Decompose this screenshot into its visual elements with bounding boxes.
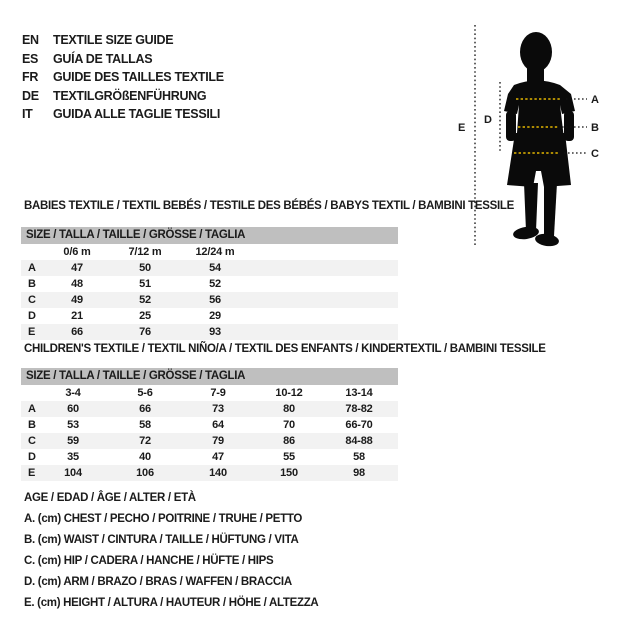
- row-label-cell: E: [28, 467, 36, 479]
- value-cell: 49: [71, 294, 83, 306]
- value-cell: 13-14: [345, 387, 373, 399]
- babies-table-body: [21, 244, 398, 340]
- value-cell: 58: [139, 419, 151, 431]
- value-cell: 25: [139, 310, 151, 322]
- value-cell: 53: [67, 419, 79, 431]
- language-code: EN: [22, 33, 39, 47]
- value-cell: 80: [283, 403, 295, 415]
- value-cell: 78-82: [345, 403, 373, 415]
- row-label-cell: A: [28, 262, 36, 274]
- table-row: [21, 292, 398, 308]
- child-silhouette: [504, 32, 575, 248]
- value-cell: 48: [71, 278, 83, 290]
- value-cell: 86: [283, 435, 295, 447]
- row-label-cell: C: [28, 294, 36, 306]
- table-row: [21, 449, 398, 465]
- table-row: [21, 260, 398, 276]
- language-code: IT: [22, 107, 33, 122]
- value-cell: 66: [139, 403, 151, 415]
- child-silhouette-figure: [450, 15, 620, 255]
- measure-label-b: B: [591, 122, 599, 134]
- language-code: DE: [22, 88, 39, 103]
- language-title-list: [22, 31, 224, 124]
- row-label-cell: A: [28, 403, 36, 415]
- value-cell: 52: [209, 278, 221, 290]
- table-row: [21, 308, 398, 324]
- value-cell: 35: [67, 451, 79, 463]
- value-cell: 106: [136, 467, 154, 479]
- value-cell: 56: [209, 294, 221, 306]
- value-cell: 60: [67, 403, 79, 415]
- size-header-bar: SIZE / TALLA / TAILLE / GRÖSSE / TAGLIA: [21, 368, 398, 385]
- language-code: FR: [22, 70, 39, 85]
- table-row: [21, 276, 398, 292]
- value-cell: 10-12: [275, 387, 303, 399]
- value-cell: 47: [71, 262, 83, 274]
- measure-label-e: E: [458, 122, 466, 134]
- value-cell: 29: [209, 310, 221, 322]
- value-cell: 51: [139, 278, 151, 290]
- value-cell: 7/12 m: [128, 246, 162, 258]
- children-size-table: [21, 368, 398, 481]
- size-header-bar: SIZE / TALLA / TAILLE / GRÖSSE / TAGLIA: [21, 227, 398, 244]
- value-cell: 55: [283, 451, 295, 463]
- size-columns-row: [21, 244, 398, 260]
- language-title: TEXTILGRÖßENFÜHRUNG: [53, 88, 207, 103]
- measure-label-a: A: [591, 94, 599, 106]
- language-code: ES: [22, 51, 39, 66]
- legend-item-height: E. (cm) HEIGHT / ALTURA / HAUTEUR / HÖHE / ALTEZZA: [24, 597, 319, 609]
- row-label-cell: C: [28, 435, 36, 447]
- list-item: [22, 87, 224, 106]
- babies-size-table: [21, 227, 398, 340]
- value-cell: 50: [139, 262, 151, 274]
- value-cell: 40: [139, 451, 151, 463]
- legend-item-chest: A. (cm) CHEST / PECHO / POITRINE / TRUHE / PETTO: [24, 513, 303, 525]
- value-cell: 79: [212, 435, 224, 447]
- row-label-cell: D: [28, 451, 36, 463]
- value-cell: 21: [71, 310, 83, 322]
- value-cell: 5-6: [137, 387, 153, 399]
- value-cell: 70: [283, 419, 295, 431]
- children-table-body: [21, 385, 398, 481]
- value-cell: 93: [209, 326, 221, 338]
- value-cell: 64: [212, 419, 224, 431]
- measure-label-c: C: [591, 148, 599, 160]
- value-cell: 150: [280, 467, 298, 479]
- table-row: [21, 401, 398, 417]
- row-label-cell: B: [28, 278, 36, 290]
- list-item: [22, 68, 224, 87]
- babies-section-title: BABIES TEXTILE / TEXTIL BEBÉS / TESTILE DES BÉBÉS / BABYS TEXTIL / BAMBINI TESSILE: [24, 200, 514, 212]
- value-cell: 66: [71, 326, 83, 338]
- value-cell: 54: [209, 262, 221, 274]
- language-title: TEXTILE SIZE GUIDE: [53, 33, 174, 47]
- size-columns-row: [21, 385, 398, 401]
- list-item: [22, 105, 224, 124]
- value-cell: 59: [67, 435, 79, 447]
- value-cell: 0/6 m: [63, 246, 91, 258]
- measurement-legend: [24, 488, 318, 614]
- legend-item-waist: B. (cm) WAIST / CINTURA / TAILLE / HÜFTUNG / VITA: [24, 534, 299, 546]
- language-title: GUIDA ALLE TAGLIE TESSILI: [53, 107, 221, 122]
- value-cell: 58: [353, 451, 365, 463]
- table-row: [21, 465, 398, 481]
- row-label-cell: [21, 244, 51, 260]
- language-title: GUIDE DES TAILLES TEXTILE: [53, 70, 224, 85]
- row-label-cell: B: [28, 419, 36, 431]
- language-title: GUÍA DE TALLAS: [53, 51, 153, 66]
- table-row: [21, 417, 398, 433]
- list-item: [22, 31, 224, 50]
- table-row: [21, 433, 398, 449]
- legend-item-hip: C. (cm) HIP / CADERA / HANCHE / HÜFTE / HIPS: [24, 555, 274, 567]
- legend-item-arm: D. (cm) ARM / BRAZO / BRAS / WAFFEN / BRACCIA: [24, 576, 292, 588]
- measurement-diagram: [450, 15, 620, 255]
- value-cell: 76: [139, 326, 151, 338]
- value-cell: 73: [212, 403, 224, 415]
- measure-label-d: D: [484, 114, 492, 126]
- value-cell: 66-70: [345, 419, 373, 431]
- value-cell: 47: [212, 451, 224, 463]
- value-cell: 98: [353, 467, 365, 479]
- list-item: [22, 50, 224, 69]
- value-cell: 52: [139, 294, 151, 306]
- value-cell: 7-9: [210, 387, 226, 399]
- children-section-title: CHILDREN'S TEXTILE / TEXTIL NIÑO/A / TEXTIL DES ENFANTS / KINDERTEXTIL / BAMBINI TESSILE: [24, 343, 546, 355]
- value-cell: 140: [209, 467, 227, 479]
- row-label-cell: E: [28, 326, 36, 338]
- value-cell: 72: [139, 435, 151, 447]
- row-label-cell: D: [28, 310, 36, 322]
- legend-age-line: AGE / EDAD / ÂGE / ALTER / ETÀ: [24, 492, 196, 504]
- table-row: [21, 324, 398, 340]
- row-label-cell: [21, 385, 51, 401]
- value-cell: 104: [64, 467, 82, 479]
- value-cell: 3-4: [65, 387, 81, 399]
- value-cell: 84-88: [345, 435, 373, 447]
- value-cell: 12/24 m: [195, 246, 235, 258]
